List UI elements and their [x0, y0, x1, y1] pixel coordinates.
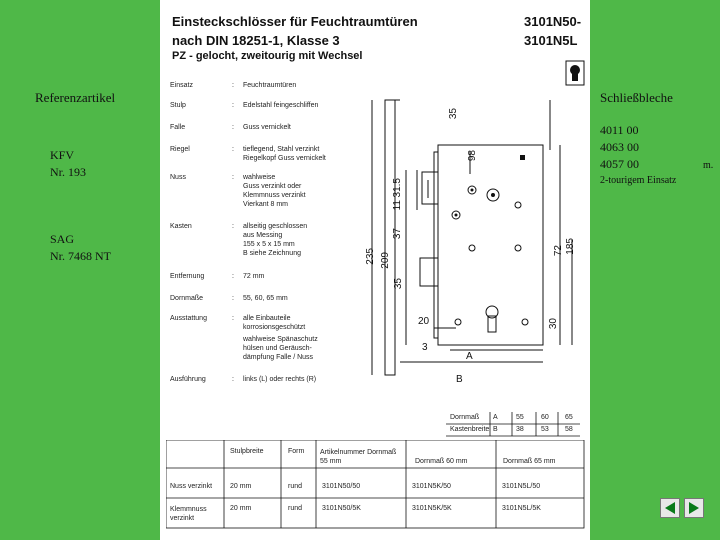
doc-code-1: 3101N50- — [524, 14, 582, 29]
dim-label: 11 — [392, 200, 403, 211]
spec-value: Feuchtraumtüren — [243, 82, 297, 89]
m-label: m. — [703, 160, 714, 171]
cylinder-icon — [565, 60, 585, 86]
spec-value: dämpfung Falle / Nuss — [243, 354, 314, 361]
sag-number: Nr. 7468 NT — [50, 249, 111, 263]
spec-key: Riegel — [170, 146, 190, 153]
spec-key: Ausführung — [170, 376, 206, 383]
spec-key: Dornmaße — [170, 295, 204, 302]
spec-value: aus Messing — [243, 232, 283, 239]
table-cell: 3101N5L/50 — [502, 483, 541, 490]
table-header: Dornmaß 60 mm — [415, 458, 468, 465]
dim-label: 98 — [467, 150, 478, 162]
kfv-label: KFV — [50, 148, 75, 162]
table-cell: rund — [288, 505, 303, 512]
dim-label: 20 — [418, 316, 430, 327]
dim-label: 72 — [553, 245, 564, 257]
schliessbleche-title: Schließbleche — [600, 90, 673, 105]
table-cell: Nuss verzinkt — [170, 483, 213, 490]
spec-value: 155 x 5 x 15 mm — [243, 241, 295, 248]
spec-value: Guss vernickelt — [243, 124, 291, 131]
dim-label: A — [466, 351, 473, 362]
table-header: Dornmaß 65 mm — [503, 458, 556, 465]
num-1: 4011 00 — [600, 123, 639, 137]
dim-label: 3 — [422, 342, 428, 353]
dim-label: 209 — [380, 252, 391, 269]
triangle-right-icon — [685, 499, 703, 517]
dim-label: 30 — [548, 318, 559, 330]
doc-title-1: Einsteckschlösser für Feuchtraumtüren — [172, 14, 418, 29]
table-cell: 20 mm — [230, 483, 252, 490]
spec-key: Nuss — [170, 174, 186, 181]
dim-label: 235 — [365, 248, 376, 265]
dim-label: 37 — [392, 228, 403, 240]
table-cell: 3101N50/5K — [322, 505, 361, 512]
table-cell: 3101N5K/50 — [412, 483, 451, 490]
spec-value: wahlweise — [243, 174, 276, 181]
spec-value: Edelstahl feingeschliffen — [243, 102, 319, 109]
table-cell: rund — [288, 483, 303, 490]
spec-value: alle Einbauteile — [243, 315, 291, 322]
table-header: Stulpbreite — [230, 448, 264, 455]
dim-label: 35 — [448, 108, 459, 120]
sag-label: SAG — [50, 232, 75, 246]
table-cell: 3101N5K/5K — [412, 505, 452, 512]
spec-value: Vierkant 8 mm — [243, 201, 288, 208]
prev-slide-button[interactable] — [660, 498, 680, 518]
spec-value: Riegelkopf Guss vernickelt — [243, 155, 326, 162]
num-2: 4063 00 — [600, 140, 639, 154]
table-cell: 20 mm — [230, 505, 252, 512]
spec-value: korrosionsgeschützt — [243, 324, 306, 331]
num-3: 4057 00 — [600, 157, 639, 171]
spec-value: tieflegend, Stahl verzinkt — [243, 146, 320, 153]
triangle-left-icon — [661, 499, 679, 517]
next-slide-button[interactable] — [684, 498, 704, 518]
table-cell: Klemmnuss verzinkt — [170, 506, 207, 522]
ref-title: Referenzartikel — [35, 90, 116, 105]
table-header: Form — [288, 448, 305, 455]
spec-key: Stulp — [170, 102, 186, 109]
datasheet-scan: Einsteckschlösser für Feuchtraumtüren nach DIN 18251-1, Klasse 3 PZ - gelocht, zweitourig mit Wechsel 3101N50- 3101N5L Einsatz : Feuchtraumtüren Stulp : Edelstahl feingeschliffen Falle : Guss vernickelt Riegel : tieflegend, Stahl verzinkt Riegelkopf Guss vernickelt Nuss : wahlweise Guss verzinkt oder Klemmnuss verzinkt Vierkant 8 mm Kasten : allseitig geschlossen aus Messing 155 x 5 x 15 mm B siehe Zeichnung Entfernung : 72 mm Dornmaße : 55, 60, 65 mm Ausstattung : alle Einbauteile korrosionsgeschützt wahlweise Spänaschutz hülsen und Geräusch- dämpfung Falle / Nuss Ausführung : links (L) oder rechts (R) 35 98 31.5 11 37 235 209 35 72 185 20 30 3 A B Dornmaß A 55 60 65 Kastenbreite B 38 53 58 Stulpbreite Form Artikelnummer Dornmaß 55 mm Dornmaß 60 mm Dornmaß 65 mm Nuss verzinkt 20 mm rund 3101N50/50 3101N5K/50 3101N5L/50 Klemmnuss verzinkt 20 mm rund 3101N50/5K 3101N5K/5K 3101N5L/5K — [160, 0, 590, 540]
dim-label: B — [456, 374, 463, 385]
table-cell: 3101N50/50 — [322, 483, 361, 490]
dim-label: 31.5 — [392, 178, 403, 198]
table-cell: 3101N5L/5K — [502, 505, 541, 512]
dim-label: 185 — [565, 238, 576, 255]
doc-code-2: 3101N5L — [524, 33, 578, 48]
spec-value: 72 mm — [243, 273, 265, 280]
kfv-number: Nr. 193 — [50, 165, 86, 179]
spec-value: Guss verzinkt oder — [243, 183, 302, 190]
spec-key: Falle — [170, 124, 186, 131]
doc-title-2: nach DIN 18251-1, Klasse 3 — [172, 33, 340, 48]
note: 2-tourigem Einsatz — [600, 175, 677, 186]
spec-value: allseitig geschlossen — [243, 223, 308, 230]
doc-title-3: PZ - gelocht, zweitourig mit Wechsel — [172, 50, 363, 62]
dim-label: 35 — [393, 278, 404, 290]
spec-value: B siehe Zeichnung — [243, 250, 301, 257]
spec-value: 55, 60, 65 mm — [243, 295, 288, 302]
spec-key: Kasten — [170, 223, 192, 230]
spec-key: Entfernung — [170, 273, 205, 280]
table-header: Artikelnummer Dornmaß 55 mm — [320, 449, 397, 465]
spec-key: Ausstattung — [170, 315, 207, 322]
spec-value: links (L) oder rechts (R) — [243, 376, 317, 383]
spec-value: hülsen und Geräusch- — [243, 345, 312, 352]
lock-drawing — [360, 90, 590, 395]
spec-key: Einsatz — [170, 82, 193, 89]
spec-value: Klemmnuss verzinkt — [243, 192, 306, 199]
spec-value: wahlweise Spänaschutz — [243, 336, 318, 343]
